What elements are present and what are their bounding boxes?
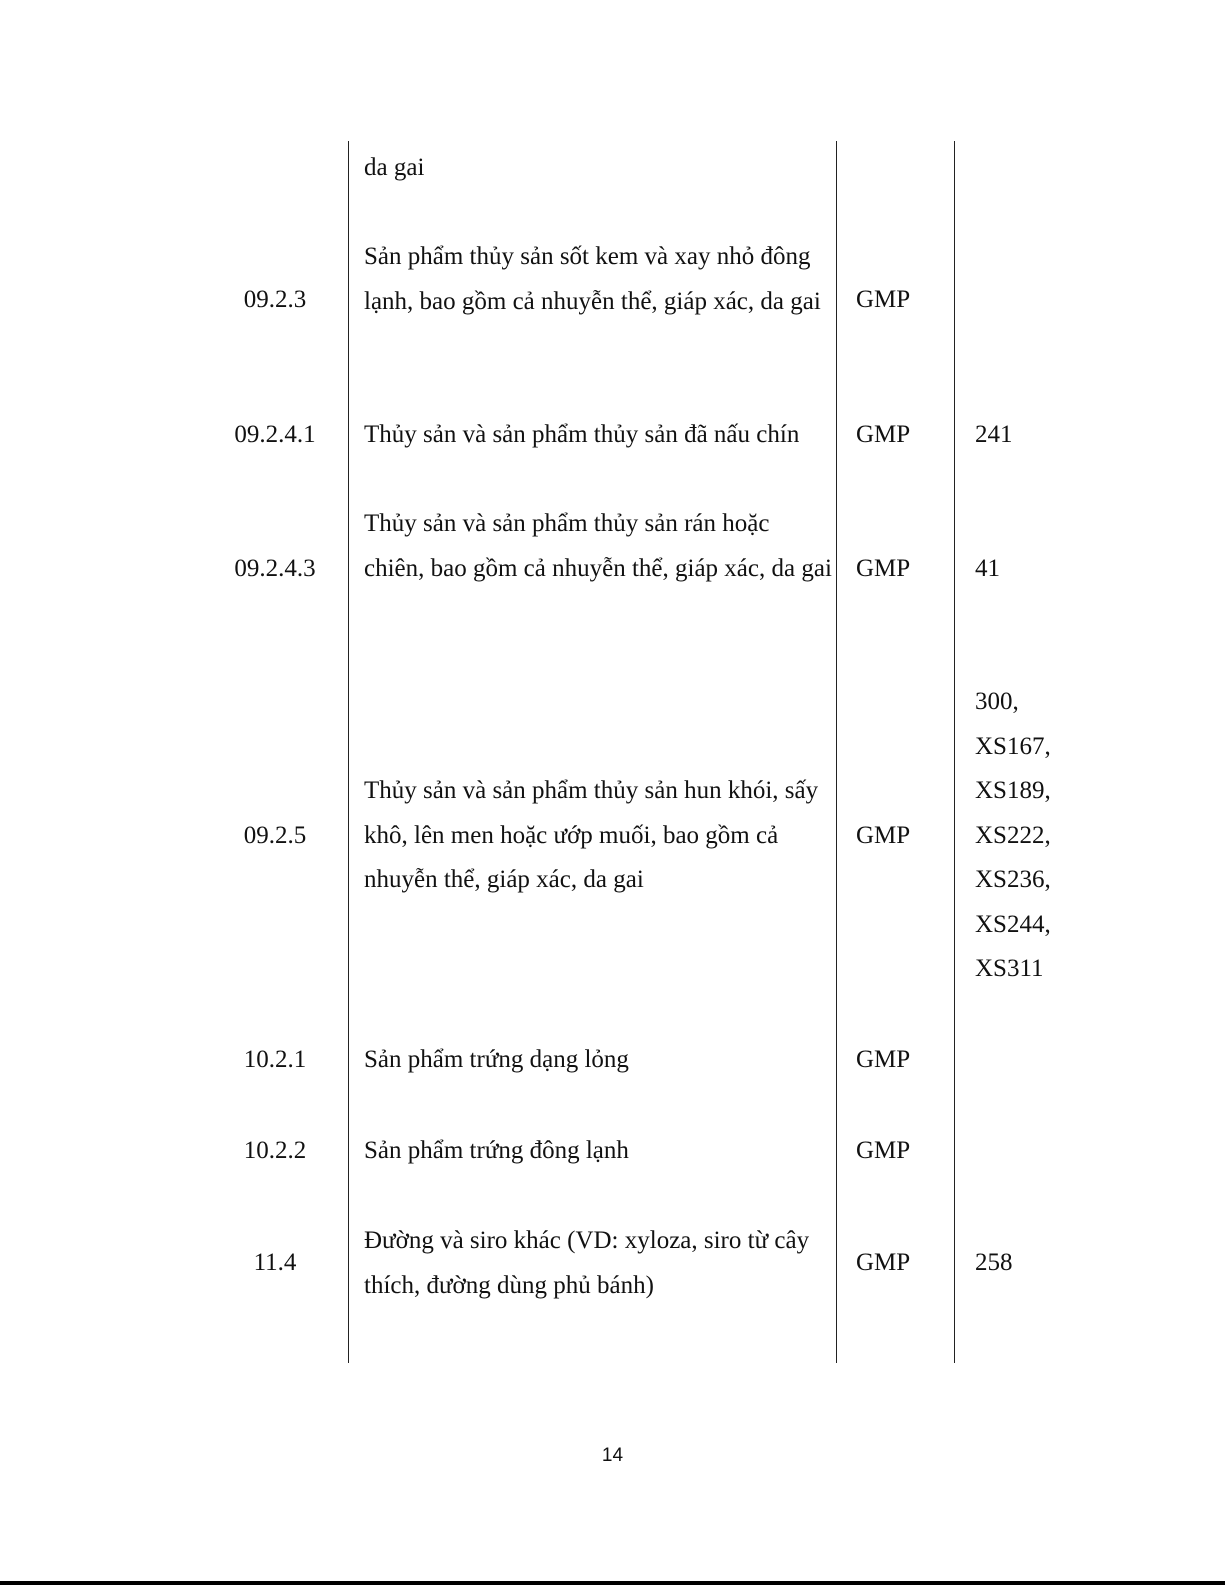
- column-divider-2: [836, 141, 837, 1363]
- row-max-level: GMP: [856, 1249, 911, 1276]
- row-max-level: GMP: [856, 286, 911, 313]
- row-description: Sản phẩm trứng đông lạnh: [364, 1137, 629, 1164]
- row-description: Sản phẩm thủy sản sốt kem và xay nhỏ đông lạnh, bao gồm cả nhuyễn thể, giáp xác, da gai: [364, 243, 821, 315]
- column-divider-3: [954, 141, 955, 1363]
- row-description: Thủy sản và sản phẩm thủy sản rán hoặc chiên, bao gồm cả nhuyễn thể, giáp xác, da gai: [364, 510, 832, 582]
- row-code: 09.2.3: [243, 286, 307, 313]
- row-max-level: GMP: [856, 1137, 911, 1164]
- page-bottom-border: [0, 1581, 1225, 1585]
- row-note: 300, XS167, XS189, XS222, XS236, XS244, XS311: [975, 688, 1051, 982]
- row-max-level: GMP: [856, 555, 911, 582]
- row-description: Thủy sản và sản phẩm thủy sản đã nấu chín: [364, 421, 800, 448]
- row-description: Đường và siro khác (VD: xyloza, siro từ cây thích, đường dùng phủ bánh): [364, 1227, 810, 1299]
- column-divider-1: [348, 141, 349, 1363]
- row-note: 241: [975, 421, 1013, 448]
- row-description: Sản phẩm trứng dạng lỏng: [364, 1046, 629, 1073]
- row-note: 258: [975, 1249, 1013, 1276]
- row-code: 09.2.5: [243, 822, 307, 849]
- row-description: Thủy sản và sản phẩm thủy sản hun khói, sấy khô, lên men hoặc ướp muối, bao gồm cả nhuyễn thể, giáp xác, da gai: [364, 777, 819, 893]
- row-max-level: GMP: [856, 1046, 911, 1073]
- continuation-text: da gai: [364, 154, 425, 181]
- row-code: 11.4: [253, 1249, 297, 1276]
- row-note: 41: [975, 555, 1000, 582]
- page-number: 14: [601, 1445, 624, 1466]
- row-max-level: GMP: [856, 822, 911, 849]
- row-code: 09.2.4.3: [234, 555, 316, 582]
- row-code: 10.2.2: [243, 1137, 307, 1164]
- row-max-level: GMP: [856, 421, 911, 448]
- row-code: 10.2.1: [243, 1046, 307, 1073]
- row-code: 09.2.4.1: [234, 421, 316, 448]
